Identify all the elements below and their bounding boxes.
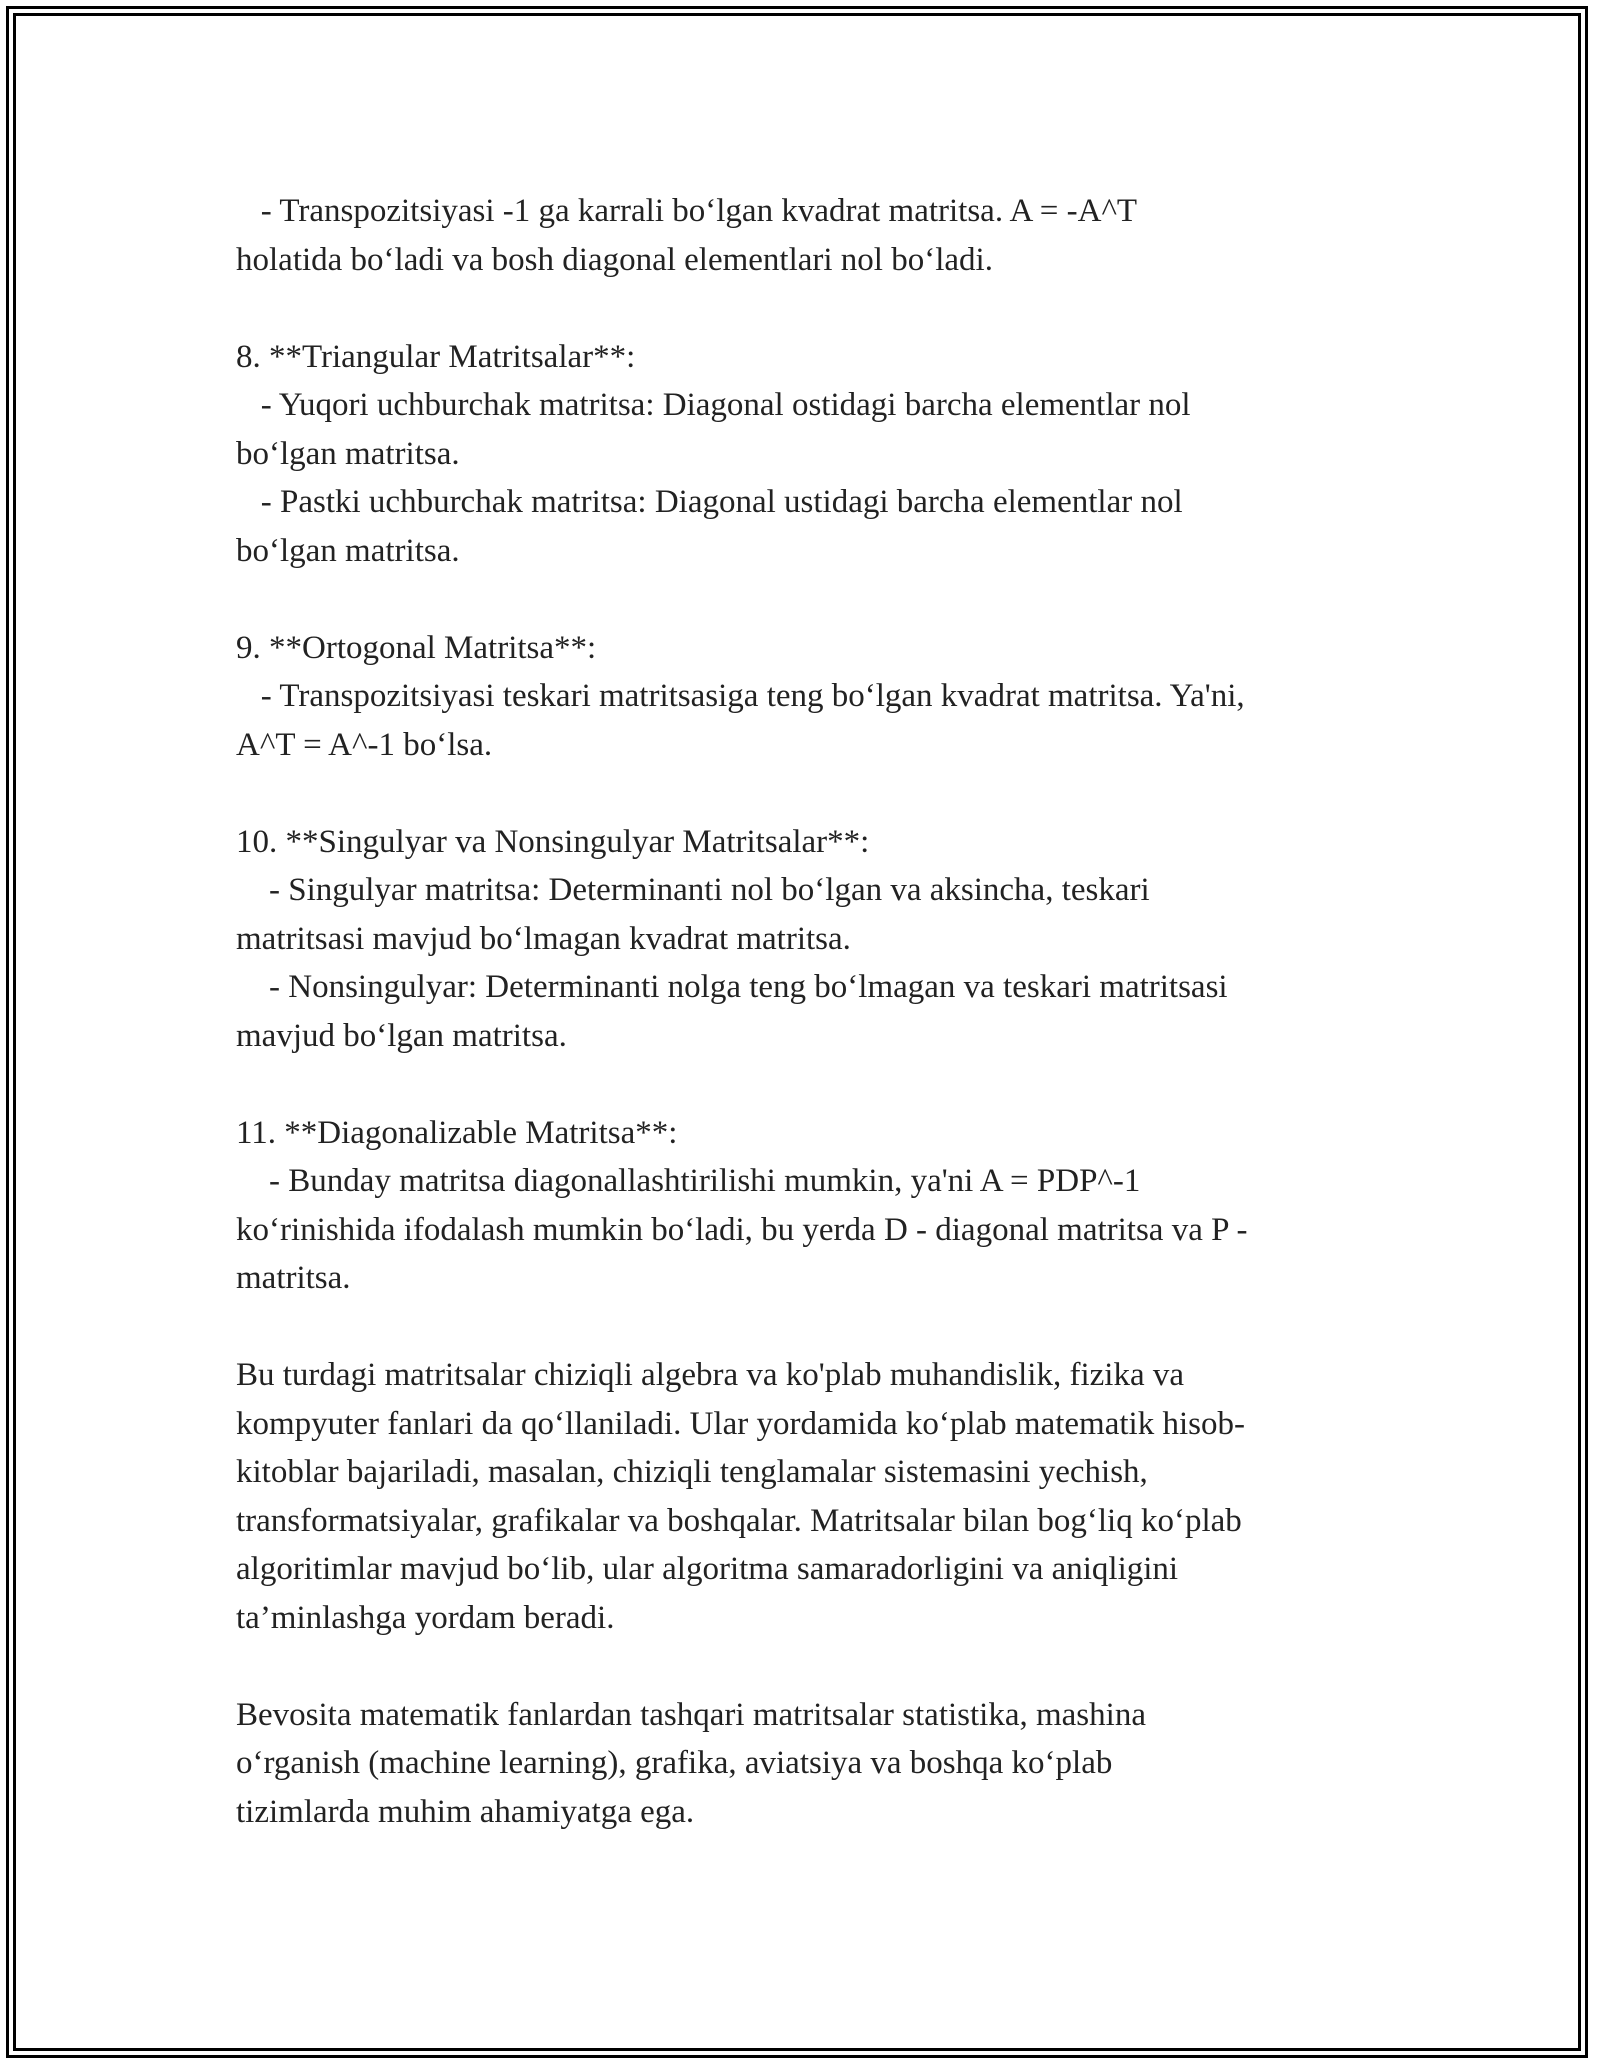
paragraph-line: Bu turdagi matritsalar chiziqli algebra va ko'plab muhandislik, fizika va bbox=[236, 1357, 1184, 1393]
section-heading: 8. **Triangular Matritsalar**: bbox=[236, 338, 636, 375]
text-line: holatida bo‘ladi va bosh diagonal elementlari nol bo‘ladi. bbox=[236, 241, 993, 278]
text-line: - Singulyar matritsa: Determinanti nol bo‘lgan va aksincha, teskari bbox=[236, 872, 1150, 908]
text-line: mavjud bo‘lgan matritsa. bbox=[236, 1017, 567, 1054]
text-line: ko‘rinishida ifodalash mumkin bo‘ladi, bu yerda D - diagonal matritsa va P - bbox=[236, 1211, 1248, 1248]
section-heading: 11. **Diagonalizable Matritsa**: bbox=[236, 1114, 678, 1151]
text-line: bo‘lgan matritsa. bbox=[236, 435, 460, 472]
paragraph-line: algoritimlar mavjud bo‘lib, ular algoritma samaradorligini va aniqligini bbox=[236, 1551, 1179, 1587]
section-heading: 9. **Ortogonal Matritsa**: bbox=[236, 629, 597, 666]
document-body bbox=[236, 187, 1376, 1836]
paragraph-line: ta’minlashga yordam beradi. bbox=[236, 1599, 615, 1636]
text-line: matritsa. bbox=[236, 1260, 351, 1296]
text-line: - Transpozitsiyasi teskari matritsasiga teng bo‘lgan kvadrat matritsa. Ya'ni, bbox=[236, 678, 1245, 714]
section-heading: 10. **Singulyar va Nonsingulyar Matritsalar**: bbox=[236, 823, 870, 860]
text-line: matritsasi mavjud bo‘lmagan kvadrat matritsa. bbox=[236, 920, 851, 957]
text-line: - Nonsingulyar: Determinanti nolga teng bo‘lmagan va teskari matritsasi bbox=[236, 969, 1228, 1005]
text-line: bo‘lgan matritsa. bbox=[236, 532, 460, 569]
paragraph-line: transformatsiyalar, grafikalar va boshqalar. Matritsalar bilan bog‘liq ko‘plab bbox=[236, 1502, 1242, 1539]
text-line: - Yuqori uchburchak matritsa: Diagonal ostidagi barcha elementlar nol bbox=[236, 387, 1191, 423]
text-line: - Transpozitsiyasi -1 ga karrali bo‘lgan kvadrat matritsa. A = -A^T bbox=[236, 193, 1138, 229]
paragraph-line: Bevosita matematik fanlardan tashqari matritsalar statistika, mashina bbox=[236, 1696, 1146, 1733]
paragraph-line: tizimlarda muhim ahamiyatga ega. bbox=[236, 1793, 695, 1830]
text-line: - Bunday matritsa diagonallashtirilishi mumkin, ya'ni A = PDP^-1 bbox=[236, 1163, 1141, 1199]
text-line: A^T = A^-1 bo‘lsa. bbox=[236, 726, 493, 763]
paragraph-line: kompyuter fanlari da qo‘llaniladi. Ular yordamida ko‘plab matematik hisob- bbox=[236, 1405, 1245, 1442]
paragraph-line: kitoblar bajariladi, masalan, chiziqli tenglamalar sistemasini yechish, bbox=[236, 1454, 1148, 1490]
text-line: - Pastki uchburchak matritsa: Diagonal ustidagi barcha elementlar nol bbox=[236, 484, 1183, 520]
paragraph-line: o‘rganish (machine learning), grafika, aviatsiya va boshqa ko‘plab bbox=[236, 1745, 1113, 1781]
